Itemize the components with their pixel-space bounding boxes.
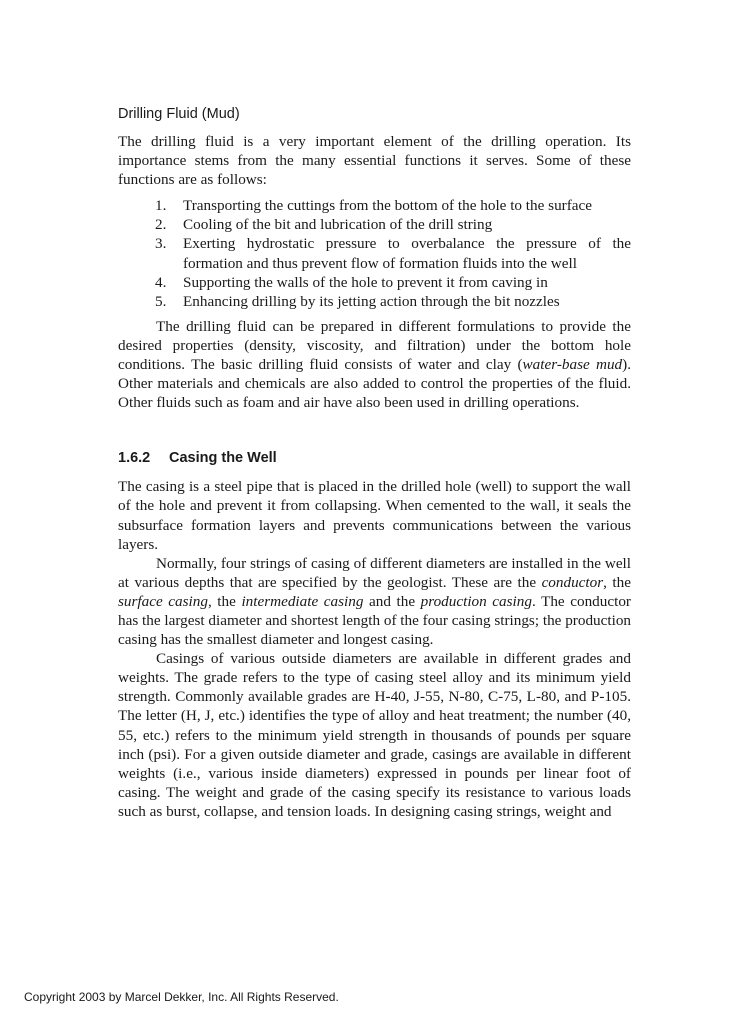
casing-paragraph-3: Casings of various outside diameters are available in different grades and weights. The grade refers to the type of casing steel alloy and its minimum yield strength. Commonly available grades are H-40, J-55, N-80, C-75, L-80, and P-105. The letter (H, J, etc.) identifies the type of alloy and heat treatment; the number (40, 55, etc.) refers to the minimum yield strength in thousands of pounds per square inch (psi). For a given outside diameter and grade, casings are available in different weights (i.e., various inside diameters) expressed in pounds per linear foot of casing. The weight and grade of the casing specify its resistance to various loads such as burst, collapse, and tension loads. In designing casing strings, weight and [118,650,631,820]
list-text: Transporting the cuttings from the bottom of the hole to the surface [183,197,593,215]
intro-paragraph: The drilling fluid is a very important element of the drilling operation. Its importance stems from the many essential functions it serves. Some of these functions are as follows: [118,133,631,189]
term-production-casing: production casing [420,592,532,610]
casing-paragraph-1: The casing is a steel pipe that is placed in the drilled hole (well) to support the wall of the hole and prevent it from collapsing. When cemented to the wall, it seals the subsurface formation layers and prevents communications between the various layers. [118,478,631,553]
casing-paragraph-2: Normally, four strings of casing of different diameters are installed in the well at various depths that are specified by the geologist. These are the conductor, the surface casing, the intermediate casing and the production casing. The conductor has the largest diameter and shortest length of the four casing strings; the production casing has the smallest diameter and longest casing. [118,554,632,649]
fluid-paragraph: The drilling fluid can be prepared in different formulations to provide the desired properties (density, viscosity, and filtration) under the bottom hole conditions. The basic drilling fluid consists of water and clay (water-base mud). Other materials and chemicals are also added to control the properties of the fluid. Other fluids such as foam and air have also been used in drilling operations. [118,317,632,412]
functions-list [118,196,631,311]
term-intermediate-casing: intermediate casing [241,592,364,610]
list-text: Exerting hydrostatic pressure to overbalance the pressure of the formation and thus prevent flow of formation fluids into the well [183,235,631,272]
list-text: Supporting the walls of the hole to prevent it from caving in [183,273,548,291]
list-number: 1. [155,197,167,215]
list-number: 2. [155,216,167,234]
list-number: 3. [155,235,167,253]
section-heading [118,448,631,468]
list-number: 5. [155,292,167,310]
term-conductor: conductor [541,573,604,591]
list-item [155,196,631,215]
subsection-heading: Drilling Fluid (Mud) [118,106,240,122]
list-text: Enhancing drilling by its jetting action through the bit nozzles [183,292,560,310]
term-water-base-mud: water-base mud [522,356,623,374]
list-number: 4. [155,273,167,291]
list-text: Cooling of the bit and lubrication of the drill string [183,216,493,234]
list-item [155,273,631,292]
section-title: Casing the Well [169,450,277,467]
term-surface-casing: surface casing [118,592,208,610]
page-body [118,104,631,821]
list-item [155,292,631,311]
copyright-footer: Copyright 2003 by Marcel Dekker, Inc. All Rights Reserved. [24,990,339,1004]
list-item [155,215,631,234]
section-number: 1.6.2 [118,450,151,467]
list-item [155,234,631,272]
